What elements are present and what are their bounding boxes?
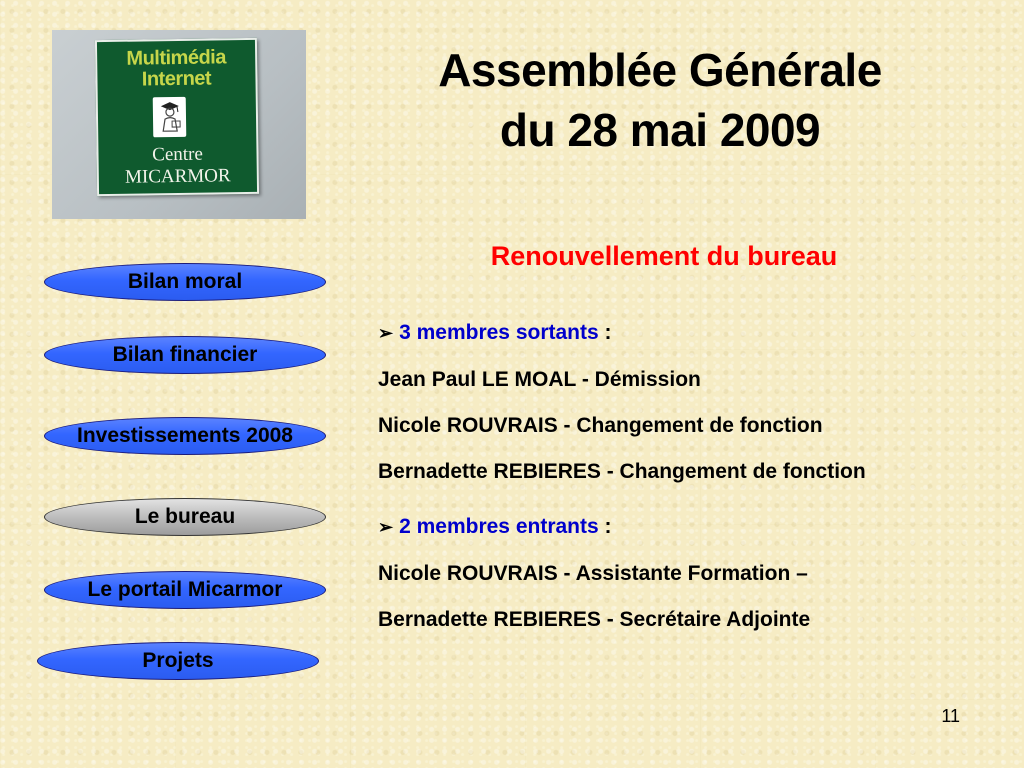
section-subtitle: Renouvellement du bureau: [490, 241, 838, 271]
page-number: 11: [941, 706, 960, 726]
logo-text-micarmor: MICARMOR: [124, 165, 231, 188]
bullet-arrow-icon: ➢: [378, 323, 394, 343]
logo-sign: [95, 38, 259, 196]
logo-text-centre: Centre: [152, 143, 203, 166]
nav-button-label: Le bureau: [134, 505, 236, 528]
logo-photo: [52, 30, 306, 219]
member-line: Bernadette REBIERES - Secrétaire Adjointe: [378, 608, 811, 631]
member-line: Bernadette REBIERES - Changement de fonction: [378, 460, 866, 483]
nav-button-label: Investissements 2008: [77, 424, 293, 447]
entrants-heading-text: 2 membres entrants: [399, 515, 599, 538]
logo-text-internet: Internet: [141, 67, 212, 91]
nav-button-investissements[interactable]: [44, 417, 326, 455]
nav-button-label: Bilan financier: [112, 343, 258, 366]
member-line: Nicole ROUVRAIS - Assistante Formation –: [378, 562, 808, 585]
nav-button-label: Projets: [142, 649, 214, 672]
heading-colon: :: [598, 321, 612, 344]
heading-colon: :: [598, 515, 612, 538]
member-line: Nicole ROUVRAIS - Changement de fonction: [378, 414, 823, 437]
graduate-icon: [153, 97, 187, 137]
logo-text-multimedia: Multimédia: [126, 46, 227, 70]
slide-title-line2: du 28 mai 2009: [499, 104, 821, 156]
sortants-heading-text: 3 membres sortants: [399, 321, 599, 344]
nav-button-projets[interactable]: [37, 642, 319, 680]
slide-title-line1: Assemblée Générale: [438, 44, 882, 96]
nav-button-bilan-moral[interactable]: [44, 263, 326, 301]
bullet-arrow-icon: ➢: [378, 517, 394, 537]
nav-button-portail-micarmor[interactable]: [44, 571, 326, 609]
nav-button-label: Le portail Micarmor: [87, 578, 283, 601]
sortants-heading: [378, 321, 612, 345]
nav-button-bilan-financier[interactable]: [44, 336, 326, 374]
entrants-heading: [378, 515, 612, 539]
nav-button-label: Bilan moral: [127, 270, 243, 293]
slide-title: [340, 40, 980, 160]
nav-button-le-bureau[interactable]: [44, 498, 326, 536]
member-line: Jean Paul LE MOAL - Démission: [378, 368, 701, 391]
